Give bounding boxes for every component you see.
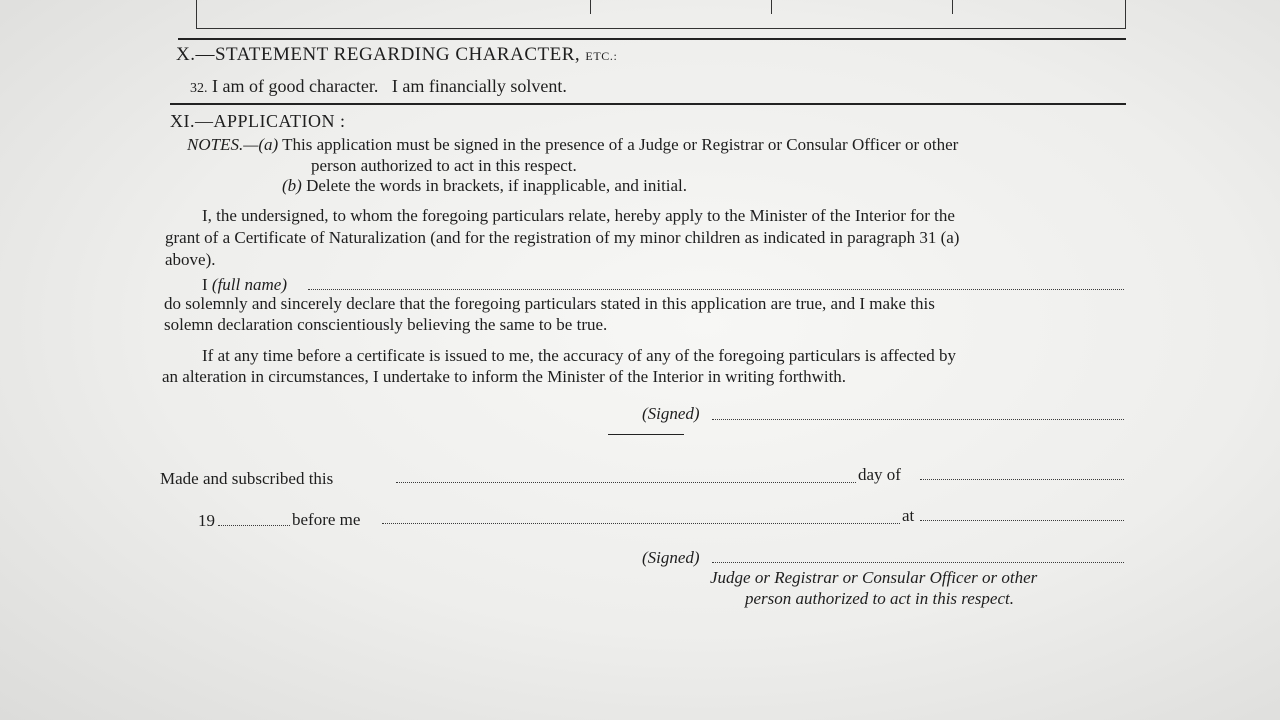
section-x-heading-text: X.—STATEMENT REGARDING CHARACTER,: [176, 44, 581, 65]
section-x-heading: [176, 44, 617, 66]
declaration-text: do solemnly and sincerely declare that the foregoing particulars stated in this application are true, and I make this: [164, 294, 935, 313]
table-divider: [771, 0, 772, 14]
undertaking-text-2: an alteration in circumstances, I undertake to inform the Minister of the Interior in writing forthwith.: [162, 367, 847, 386]
full-name-line: [202, 275, 287, 295]
year-prefix: 19: [198, 511, 215, 530]
applicant-signature-field[interactable]: [712, 419, 1124, 420]
full-name-label: (full name): [211, 275, 287, 294]
undertaking-text: If at any time before a certificate is issued to me, the accuracy of any of the foregoing particulars is affected by: [202, 346, 956, 365]
note-a-text-2: person authorized to act in this respect.: [311, 156, 577, 175]
section-xi-heading: XI.—APPLICATION :: [170, 111, 346, 131]
day-of-label: day of: [858, 465, 901, 484]
section-divider: [178, 38, 1126, 40]
before-me-label: before me: [292, 510, 361, 529]
note-a: [187, 135, 958, 155]
made-subscribed-label: Made and subscribed this: [160, 469, 334, 488]
note-b-text: Delete the words in brackets, if inapplicable, and initial.: [306, 176, 688, 195]
application-paragraph-2: grant of a Certificate of Naturalization (and for the registration of my minor children as indicated in paragraph 31 (a): [165, 228, 960, 247]
declaration-text-2: solemn declaration conscientiously believing the same to be true.: [164, 315, 608, 334]
signed-label: (Signed): [642, 404, 700, 423]
at-label: at: [902, 506, 915, 525]
notes-label: NOTES.—: [187, 135, 259, 154]
officer-caption: Judge or Registrar or Consular Officer or other: [710, 568, 1038, 587]
application-paragraph: I, the undersigned, to whom the foregoing particulars relate, hereby apply to the Minister of the Interior for the: [202, 206, 955, 225]
place-field[interactable]: [920, 520, 1124, 521]
note-a-marker: (a): [258, 135, 279, 154]
officer-name-field[interactable]: [382, 523, 900, 524]
day-field[interactable]: [396, 482, 856, 483]
statement-32: [190, 76, 567, 97]
note-b-marker: (b): [282, 176, 302, 195]
full-name-field[interactable]: [308, 289, 1124, 290]
signed-label-2: (Signed): [642, 548, 700, 567]
section-x-heading-suffix: ETC.:: [585, 49, 618, 63]
table-divider: [952, 0, 953, 14]
year-field[interactable]: [218, 525, 290, 526]
table-divider: [590, 0, 591, 14]
short-rule: [608, 434, 684, 435]
section-divider: [170, 103, 1126, 105]
officer-caption-2: person authorized to act in this respect.: [745, 589, 1014, 608]
officer-signature-field[interactable]: [712, 562, 1124, 563]
item-number: 32.: [190, 81, 208, 96]
month-field[interactable]: [920, 479, 1124, 480]
table-bottom-edge: [196, 0, 1126, 29]
application-paragraph-3: above).: [165, 250, 216, 269]
character-statement: I am of good character. I am financially solvent.: [212, 76, 567, 96]
note-a-text: This application must be signed in the presence of a Judge or Registrar or Consular Officer or other: [282, 135, 959, 154]
note-b: [282, 176, 687, 196]
full-name-prefix: I: [202, 275, 208, 294]
